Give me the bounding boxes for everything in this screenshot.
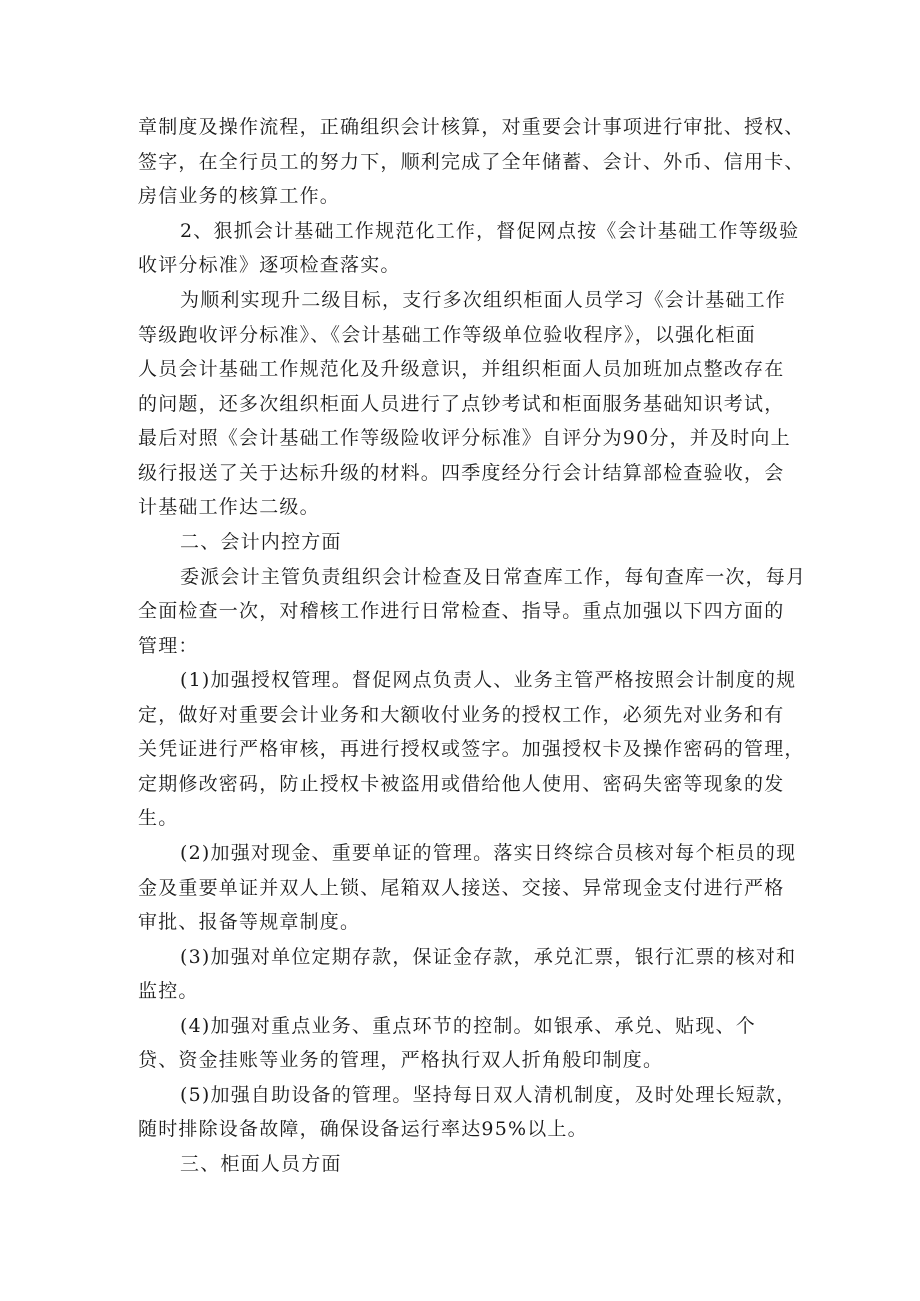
text-line: (5)加强自助设备的管理。坚持每日双人清机制度，及时处理长短款， [180, 1084, 797, 1106]
text-line: 等级跑收评分标准》、《会计基础工作等级单位验收程序》，以强化柜面 [138, 324, 756, 346]
text-line: 最后对照《会计基础工作等级险收评分标准》自评分为90分，并及时向上 [138, 427, 791, 449]
text-line: 计基础工作达二级。 [138, 496, 320, 518]
text-line: (4)加强对重点业务、重点环节的控制。如银承、承兑、贴现、个 [180, 1015, 756, 1037]
text-line: 定期修改密码，防止授权卡被盗用或借给他人使用、密码失密等现象的发 [138, 773, 785, 795]
text-line: 金及重要单证并双人上锁、尾箱双人接送、交接、异常现金支付进行严格 [138, 877, 785, 899]
text-line: 全面检查一次，对稽核工作进行日常检查、指导。重点加强以下四方面的 [138, 600, 785, 622]
text-line: 级行报送了关于达标升级的材料。四季度经分行会计结算部检查验收，会 [138, 462, 785, 484]
text-line: 的问题，还多次组织柜面人员进行了点钞考试和柜面服务基础知识考试， [138, 393, 785, 415]
text-line: (2)加强对现金、重要单证的管理。落实日终综合员核对每个柜员的现 [180, 842, 797, 864]
text-line: 定，做好对重要会计业务和大额收付业务的授权工作，必须先对业务和有 [138, 704, 785, 726]
text-line: 贷、资金挂账等业务的管理，严格执行双人折角般印制度。 [138, 1049, 664, 1071]
text-line: (1)加强授权管理。督促网点负责人、业务主管严格按照会计制度的规 [180, 669, 797, 691]
text-line: 签字，在全行员工的努力下，顺利完成了全年储蓄、会计、外币、信用卡、 [138, 151, 805, 173]
text-line: 委派会计主管负责组织会计检查及日常查库工作，每旬查库一次，每月 [180, 566, 807, 588]
text-line: 人员会计基础工作规范化及升级意识，并组织柜面人员加班加点整改存在 [138, 358, 785, 380]
text-line: 关凭证进行严格审核，再进行授权或签字。加强授权卡及操作密码的管理， [138, 738, 805, 760]
section-heading: 二、会计内控方面 [180, 531, 342, 553]
text-line: 章制度及操作流程，正确组织会计核算，对重要会计事项进行审批、授权、 [138, 116, 805, 138]
text-line: (3)加强对单位定期存款，保证金存款，承兑汇票，银行汇票的核对和 [180, 946, 797, 968]
text-line: 随时排除设备故障，确保设备运行率达95%以上。 [138, 1118, 588, 1140]
text-line: 收评分标准》逐项检查落实。 [138, 254, 401, 276]
text-line: 监控。 [138, 980, 199, 1002]
text-line: 管理： [138, 635, 199, 657]
text-line: 为顺利实现升二级目标，支行多次组织柜面人员学习《会计基础工作 [180, 289, 787, 311]
text-line: 审批、报备等规章制度。 [138, 911, 361, 933]
text-line: 房信业务的核算工作。 [138, 185, 341, 207]
section-heading: 三、柜面人员方面 [180, 1153, 342, 1175]
text-line: 2、狠抓会计基础工作规范化工作，督促网点按《会计基础工作等级验 [180, 220, 800, 242]
text-line: 生。 [138, 807, 179, 829]
